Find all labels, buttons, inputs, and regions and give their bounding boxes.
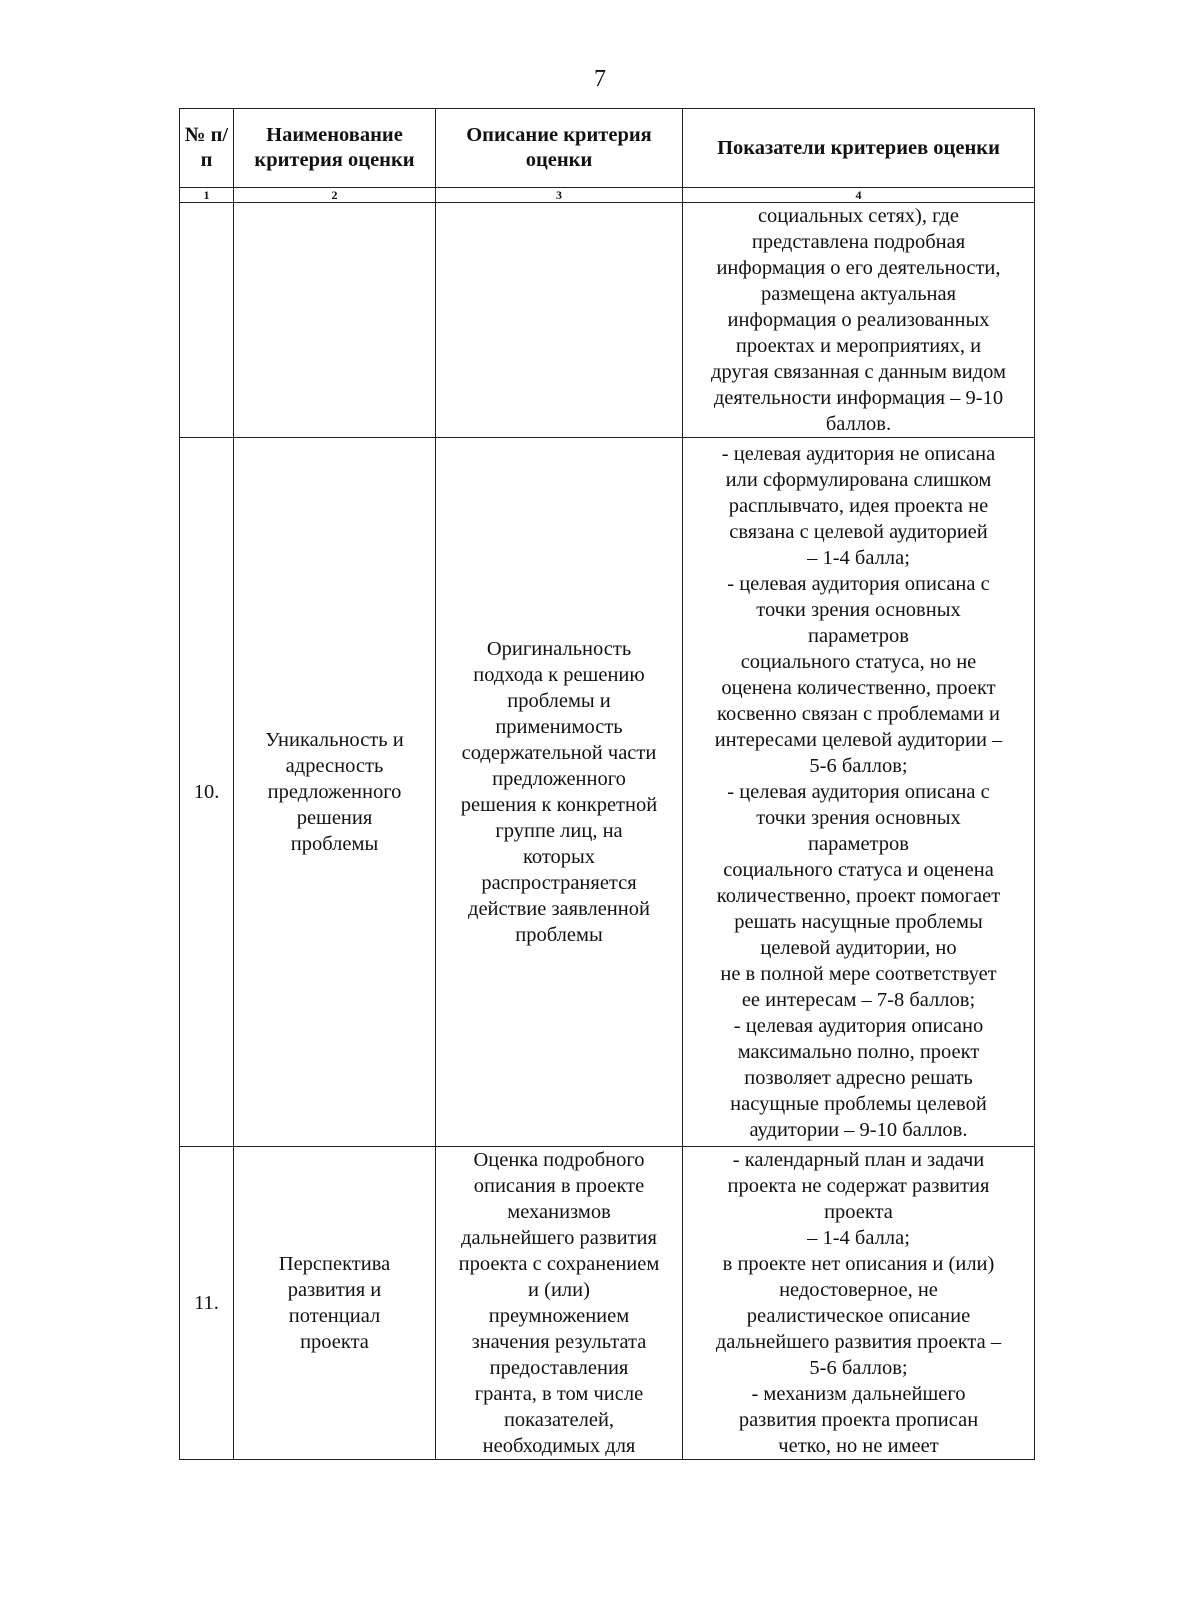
text-line: решать насущные проблемы: [734, 911, 983, 933]
text-line: распространяется: [481, 872, 637, 894]
text-line: – 1-4 балла;: [807, 1227, 910, 1249]
text-line: точки зрения основных: [756, 807, 961, 829]
text-line: развития и: [287, 1279, 382, 1301]
header-criterion-indicators: Показатели критериев оценки: [683, 109, 1035, 188]
text-line: количественно, проект помогает: [716, 885, 1001, 907]
row-number: [180, 203, 234, 438]
table-header-row: [180, 109, 1035, 188]
criterion-description: [436, 438, 683, 1147]
table-row: [180, 1147, 1035, 1460]
text-line: адресность: [285, 755, 384, 777]
table-row: [180, 203, 1035, 438]
text-line: размещена актуальная: [760, 283, 957, 305]
text-line: косвенно связан с проблемами и: [717, 703, 1000, 725]
text-line: проекта: [824, 1201, 893, 1223]
header-criterion-description: Описание критерия оценки: [436, 109, 683, 188]
text-line: - календарный план и задачи: [732, 1149, 985, 1171]
text-line: - целевая аудитория описано: [733, 1015, 984, 1037]
text-line: механизмов: [507, 1201, 611, 1223]
text-line: гранта, в том числе: [474, 1383, 644, 1405]
text-line: насущные проблемы целевой: [730, 1093, 987, 1115]
text-line: представлена подробная: [751, 231, 966, 253]
text-line: 5-6 баллов;: [809, 1357, 908, 1379]
text-line: предложенного: [492, 768, 626, 790]
text-line: - целевая аудитория описана с: [727, 573, 990, 595]
text-line: дальнейшего развития проекта –: [715, 1331, 1002, 1353]
criterion-description: [436, 203, 683, 438]
text-line: интересами целевой аудитории –: [714, 729, 1003, 751]
text-line: проекта с сохранением: [458, 1253, 660, 1275]
text-line: и (или): [528, 1279, 590, 1301]
text-line: недостоверное, не: [779, 1279, 938, 1301]
text-line: группе лиц, на: [495, 820, 623, 842]
text-line: Уникальность и: [265, 729, 404, 751]
text-line: социального статуса и оценена: [723, 859, 994, 881]
text-line: применимость: [495, 716, 623, 738]
text-line: проблемы и: [507, 690, 611, 712]
row-number: 11.: [180, 1147, 234, 1460]
text-line: - целевая аудитория описана с: [727, 781, 990, 803]
criterion-indicators: [683, 203, 1035, 438]
text-line: связана с целевой аудиторией: [729, 521, 988, 543]
text-line: информация о его деятельности,: [716, 257, 1001, 279]
column-number: 2: [234, 188, 436, 203]
criterion-name: [234, 1147, 436, 1460]
column-number-row: [180, 188, 1035, 203]
text-line: реалистическое описание: [746, 1305, 971, 1327]
text-line: Перспектива: [278, 1253, 391, 1275]
text-line: проекта не содержат развития: [727, 1175, 990, 1197]
text-line: деятельности информация – 9-10: [713, 387, 1004, 409]
criterion-indicators: [683, 1147, 1035, 1460]
text-line: максимально полно, проект: [737, 1041, 980, 1063]
criterion-name: [234, 203, 436, 438]
text-line: параметров: [808, 833, 909, 855]
text-line: другая связанная с данным видом: [711, 361, 1006, 383]
text-line: аудитории – 9-10 баллов.: [749, 1119, 968, 1141]
text-line: действие заявленной: [468, 898, 650, 920]
text-line: - целевая аудитория не описана: [721, 443, 996, 465]
text-line: показателей,: [503, 1409, 615, 1431]
text-line: информация о реализованных: [727, 309, 990, 331]
text-line: Оригинальность: [486, 638, 632, 660]
text-line: Оценка подробного: [473, 1149, 645, 1171]
table-row: [180, 438, 1035, 1147]
text-line: потенциал: [288, 1305, 381, 1327]
text-line: предоставления: [489, 1357, 629, 1379]
text-line: значения результата: [471, 1331, 647, 1353]
text-line: подхода к решению: [473, 664, 645, 686]
text-line: преумножением: [488, 1305, 630, 1327]
text-line: – 1-4 балла;: [807, 547, 910, 569]
text-line: социальных сетях), где: [757, 205, 960, 227]
text-line: в проекте нет описания и (или): [722, 1253, 995, 1275]
text-line: оценена количественно, проект: [721, 677, 996, 699]
text-line: параметров: [808, 625, 909, 647]
header-criterion-name: Наименование критерия оценки: [234, 109, 436, 188]
page-number: 7: [594, 66, 606, 92]
text-line: ее интересам – 7-8 баллов;: [741, 989, 976, 1011]
text-line: - механизм дальнейшего: [751, 1383, 966, 1405]
text-line: дальнейшего развития: [461, 1227, 657, 1249]
row-number: 10.: [180, 438, 234, 1147]
text-line: проектах и мероприятиях, и: [735, 335, 982, 357]
text-line: предложенного: [267, 781, 402, 803]
text-line: позволяет адресно решать: [744, 1067, 973, 1089]
text-line: которых: [522, 846, 596, 868]
text-line: не в полной мере соответствует: [720, 963, 997, 985]
criteria-table: [179, 108, 1035, 1460]
text-line: точки зрения основных: [756, 599, 961, 621]
text-line: проблемы: [515, 924, 603, 946]
text-line: решения: [296, 807, 373, 829]
column-number: 4: [683, 188, 1035, 203]
criterion-description: [436, 1147, 683, 1460]
text-line: расплывчато, идея проекта не: [728, 495, 989, 517]
column-number: 3: [436, 188, 683, 203]
column-number: 1: [180, 188, 234, 203]
text-line: решения к конкретной: [460, 794, 658, 816]
criterion-name: [234, 438, 436, 1147]
text-line: содержательной части: [461, 742, 657, 764]
header-number: № п/п: [180, 109, 234, 188]
text-line: или сформулирована слишком: [725, 469, 992, 491]
text-line: проекта: [300, 1331, 369, 1353]
text-line: проблемы: [290, 833, 379, 855]
criterion-indicators: [683, 438, 1035, 1147]
text-line: четко, но не имеет: [778, 1435, 939, 1457]
text-line: развития проекта прописан: [738, 1409, 979, 1431]
text-line: описания в проекте: [473, 1175, 645, 1197]
text-line: социального статуса, но не: [740, 651, 977, 673]
text-line: необходимых для: [482, 1435, 636, 1457]
text-line: целевой аудитории, но: [760, 937, 957, 959]
text-line: баллов.: [825, 413, 892, 435]
text-line: 5-6 баллов;: [809, 755, 908, 777]
